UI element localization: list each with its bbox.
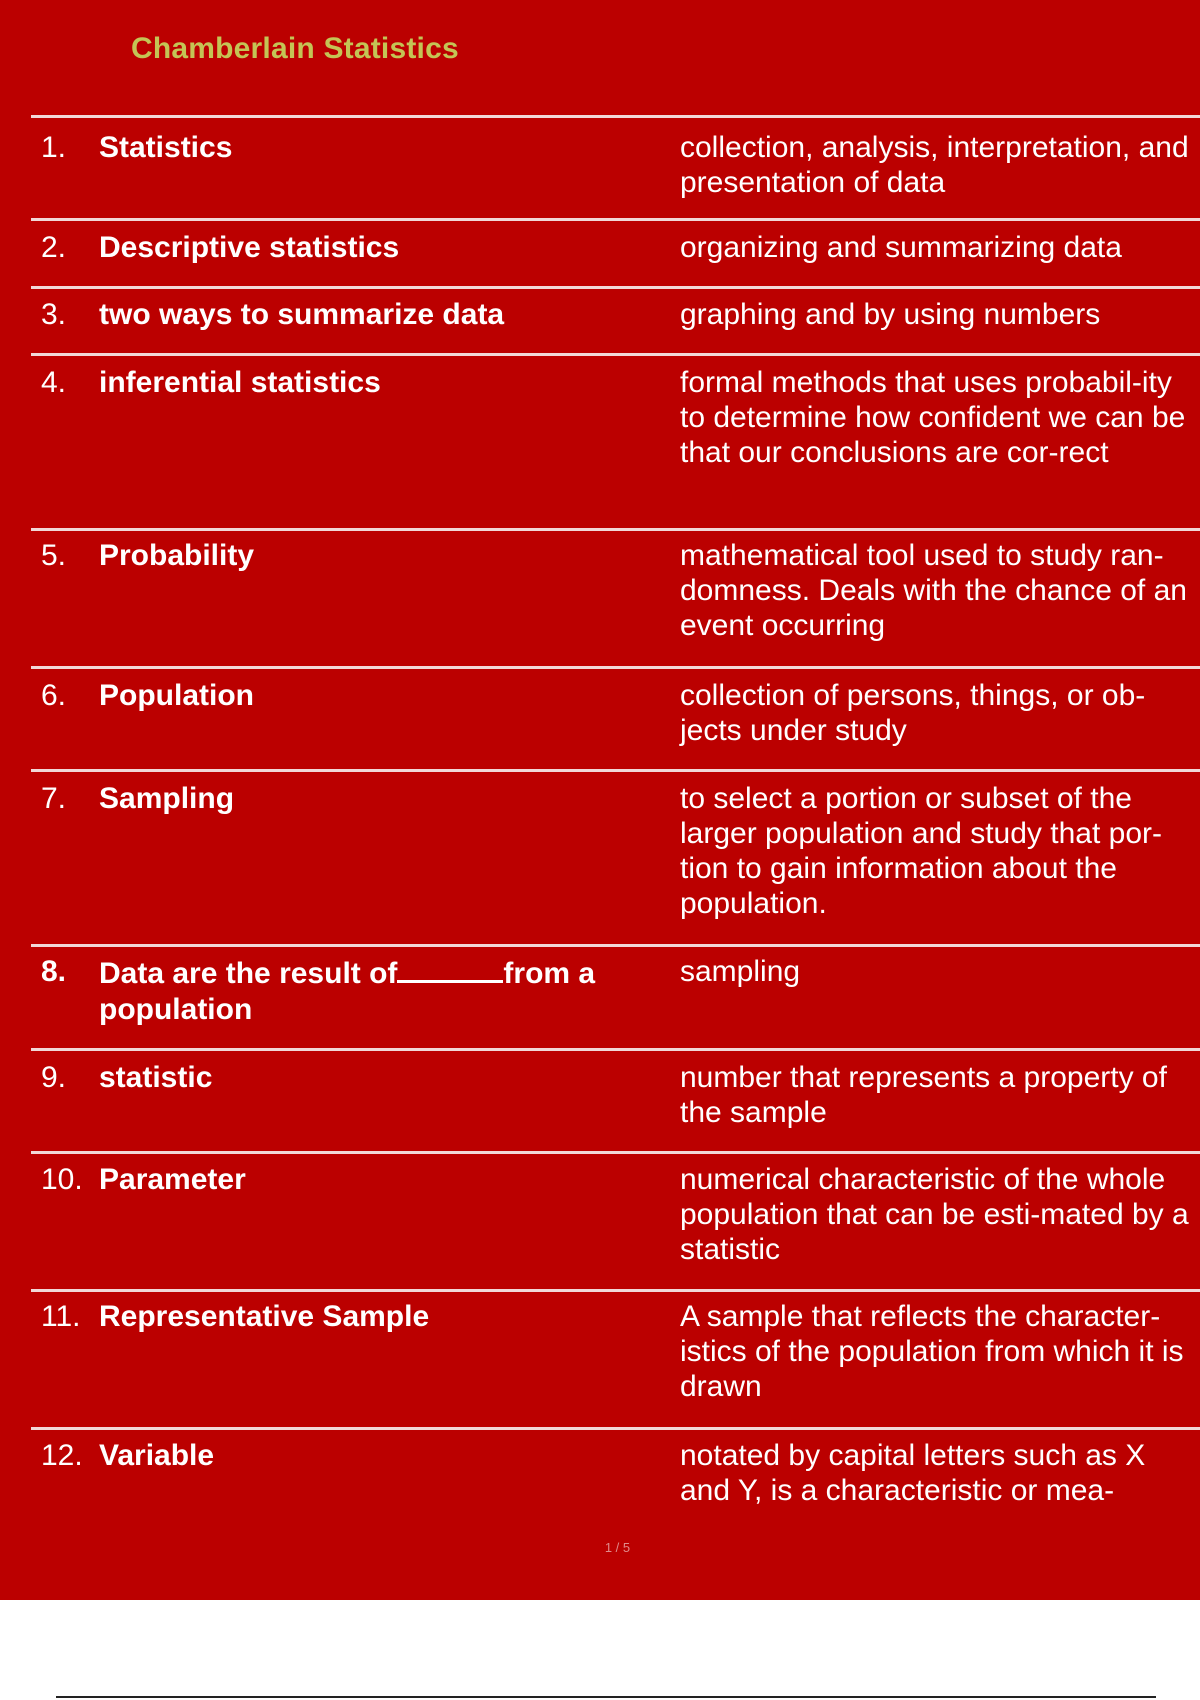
- term-cell: [31, 954, 680, 1048]
- definition-text: formal methods that uses probabil-ity to determine how confident we can be that our conclusions are cor-rect: [680, 366, 1186, 469]
- definition-text: collection, analysis, interpretation, and presentation of data: [680, 131, 1189, 199]
- flashcard-row: [31, 669, 1200, 772]
- term-text: Parameter: [99, 1163, 246, 1196]
- card-number: 11.: [41, 1300, 81, 1333]
- term-cell: [31, 1438, 680, 1530]
- term-text: Descriptive statistics: [99, 231, 400, 264]
- term-text-before-blank: Data are the result of: [99, 957, 398, 990]
- term-cell: [31, 230, 680, 286]
- definition-text: graphing and by using numbers: [680, 298, 1101, 331]
- term-cell: [31, 1060, 680, 1151]
- definition-text: notated by capital letters such as X and Y, is a characteristic or mea-: [680, 1439, 1146, 1507]
- term-text: Probability: [99, 539, 255, 572]
- card-number: 9.: [41, 1061, 67, 1094]
- footer-divider: [56, 1696, 1156, 1698]
- card-number: 10.: [41, 1163, 83, 1196]
- card-number: 3.: [41, 298, 67, 331]
- flashcard-row: [31, 947, 1200, 1051]
- term-text: two ways to summarize data: [99, 298, 505, 331]
- flashcard-row: [31, 289, 1200, 356]
- card-number: 6.: [41, 679, 67, 712]
- flashcard-row: [31, 531, 1200, 669]
- flashcard-row: [31, 356, 1200, 531]
- term-text: [99, 954, 659, 1048]
- term-text-after-blank: from a population: [99, 957, 596, 1026]
- flashcard-row: [31, 221, 1200, 289]
- term-text: Population: [99, 679, 254, 712]
- card-number: 5.: [41, 539, 67, 572]
- term-cell: [31, 1299, 680, 1427]
- card-number: 7.: [41, 782, 67, 815]
- definition-text: to select a portion or subset of the larger population and study that por-tion to gain information about the population.: [680, 782, 1162, 920]
- term-text: statistic: [99, 1061, 213, 1094]
- term-text: Variable: [99, 1439, 215, 1472]
- flashcard-row: [31, 1051, 1200, 1154]
- flashcard-row: [31, 118, 1200, 221]
- term-text: Representative Sample: [99, 1300, 430, 1333]
- term-cell: [31, 678, 680, 769]
- term-text: Statistics: [99, 131, 233, 164]
- card-number: 4.: [41, 366, 67, 399]
- page-indicator: 1 / 5: [604, 1540, 631, 1555]
- flashcard-row: [31, 1430, 1200, 1530]
- term-cell: [31, 781, 680, 944]
- term-text: Sampling: [99, 782, 235, 815]
- term-cell: [31, 538, 680, 666]
- definition-text: numerical characteristic of the whole population that can be esti-mated by a statistic: [680, 1163, 1189, 1266]
- definition-text: collection of persons, things, or ob-jects under study: [680, 679, 1146, 747]
- definition-text: sampling: [680, 955, 801, 988]
- term-cell: [31, 130, 680, 218]
- card-number: 12.: [41, 1439, 83, 1472]
- term-text: inferential statistics: [99, 366, 381, 399]
- card-number: 2.: [41, 231, 67, 264]
- term-cell: [31, 1162, 680, 1289]
- flashcard-list: [31, 115, 1200, 1530]
- definition-text: number that represents a property of the sample: [680, 1061, 1167, 1129]
- definition-text: mathematical tool used to study ran-domness. Deals with the chance of an event occurring: [680, 539, 1187, 642]
- term-cell: [31, 365, 680, 528]
- card-number: 1.: [41, 131, 67, 164]
- card-number: 8.: [41, 955, 67, 988]
- term-cell: [31, 297, 680, 353]
- definition-text: A sample that reflects the character-istics of the population from which it is drawn: [680, 1300, 1184, 1403]
- definition-text: organizing and summarizing data: [680, 231, 1122, 264]
- document-title: Chamberlain Statistics: [131, 32, 459, 65]
- fill-in-blank: [397, 954, 503, 983]
- flashcard-row: [31, 1292, 1200, 1430]
- flashcard-row: [31, 772, 1200, 947]
- flashcard-row: [31, 1154, 1200, 1292]
